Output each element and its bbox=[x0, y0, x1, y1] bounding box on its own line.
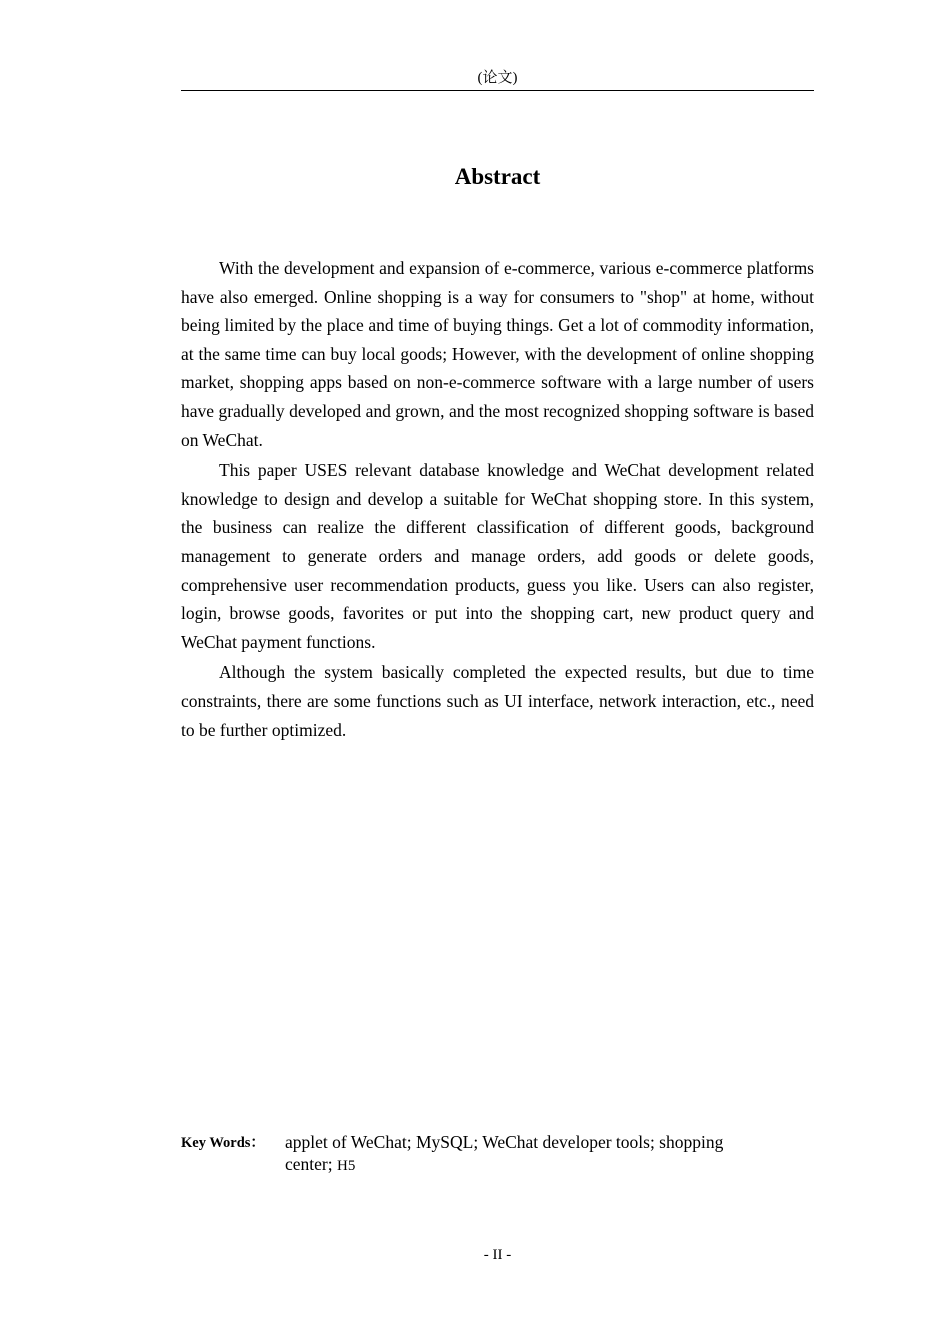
header-text: (论文) bbox=[477, 70, 518, 86]
keywords-last: H5 bbox=[336, 1158, 356, 1174]
page-number: - II - bbox=[483, 1247, 512, 1263]
keywords-text: applet of WeChat; MySQL; WeChat developer tools; shopping center; bbox=[285, 1132, 724, 1174]
abstract-title: Abstract bbox=[454, 164, 541, 189]
page-footer bbox=[181, 1245, 814, 1265]
page-header bbox=[181, 68, 814, 91]
abstract-paragraph-1: With the development and expansion of e-commerce, various e-commerce platforms have also emerged. Online shopping is a way for consumers to "shop" at home, without being limited by the place and time of buying things. Get a lot of commodity information, at the same time can buy local goods; However, with the development of online shopping market, shopping apps based on non-e-commerce software with a large number of users have gradually developed and grown, and the most recognized shopping software is based on WeChat. bbox=[181, 258, 814, 450]
abstract-body bbox=[181, 254, 814, 746]
keywords-list bbox=[285, 1131, 775, 1177]
keywords-label: Key Words： bbox=[181, 1135, 265, 1151]
keywords-section bbox=[181, 1131, 814, 1177]
abstract-paragraph-3: Although the system basically completed the expected results, but due to time constraints, there are some functions such as UI interface, network interaction, etc., need to be further optimized. bbox=[181, 662, 814, 740]
abstract-paragraph-2: This paper USES relevant database knowledge and WeChat development related knowledge to design and develop a suitable for WeChat shopping store. In this system, the business can realize the different classification of different goods, background management to generate orders and manage orders, add goods or delete goods, comprehensive user recommendation products, guess you like. Users can also register, login, browse goods, favorites or put into the shopping cart, new product query and WeChat payment functions. bbox=[181, 460, 814, 652]
